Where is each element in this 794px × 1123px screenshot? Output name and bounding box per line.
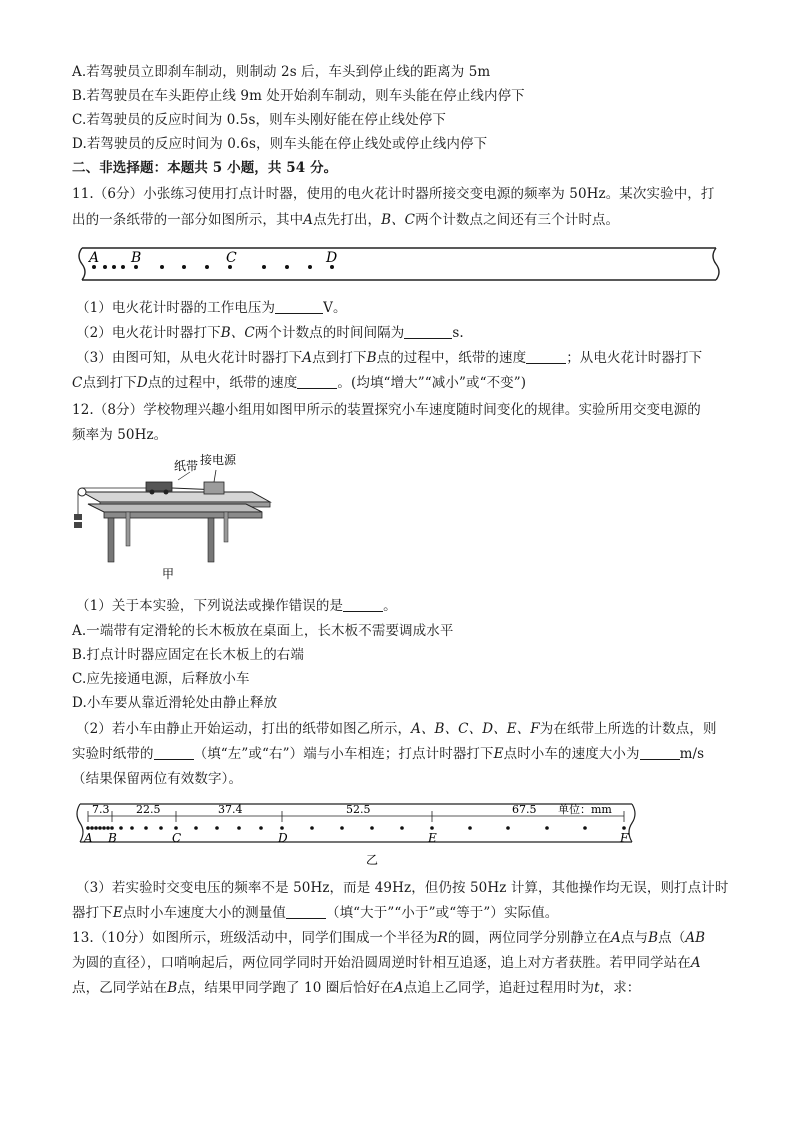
q13-text: 点追上乙同学，追赶过程用时为: [403, 980, 595, 996]
tape2-dot: [506, 826, 510, 830]
q12-text: （填“大于”“小于”或“等于”）实际值。: [325, 905, 559, 921]
tape2-dot: [545, 826, 549, 830]
q12-text: 点时小车速度大小的测量值: [122, 905, 286, 921]
q11-var: B、C: [220, 325, 255, 341]
q11-sub3-line1: [76, 348, 736, 368]
apparatus-figure: [70, 452, 280, 586]
q11-var: A: [303, 212, 314, 228]
q11-text: 点的过程中，纸带的速度: [376, 350, 527, 366]
tape-right-edge: [713, 248, 719, 280]
q13-var: AB: [685, 930, 706, 946]
answer-blank[interactable]: [343, 597, 383, 612]
q13-stem-line2: [72, 953, 732, 973]
table-top: [88, 504, 262, 512]
cart: [146, 482, 172, 491]
tape2-dot: [310, 826, 314, 830]
timer-wire: [214, 470, 216, 482]
q11-text: 两个计数点之间还有三个计时点。: [415, 212, 620, 228]
q11-sub2: [76, 323, 736, 343]
measure-de: 52.5: [346, 803, 371, 816]
q11-text: 。(均填“增大”“减小”或“不变”): [337, 375, 527, 391]
q12-option-b: B.打点计时器应固定在长木板上的右端: [72, 647, 305, 663]
tape2-dot: [237, 826, 241, 830]
answer-blank[interactable]: [286, 904, 326, 919]
q11-text: 点到打下: [312, 350, 367, 366]
tape-figure-2: [72, 798, 644, 868]
tape2-dots: [86, 826, 626, 830]
tape-dot: [262, 265, 266, 269]
tape-figure-1: [74, 242, 724, 286]
q13-var: A: [393, 980, 404, 996]
section-heading: 二、非选择题：本题共 5 小题，共 54 分。: [72, 160, 338, 176]
q12-sub2-line2: [72, 744, 732, 764]
q11-text: （1）电火花计时器的工作电压为: [76, 300, 276, 316]
tape2-dot: [340, 826, 344, 830]
tape-label-d: D: [326, 250, 338, 266]
q11-sub1: [76, 298, 736, 318]
tape-left-edge: [79, 248, 85, 280]
tape2-right-edge: [629, 804, 635, 842]
tape2-dot: [430, 826, 434, 830]
measure-bc: 22.5: [136, 803, 161, 816]
q12-sub2-line1: [76, 719, 736, 739]
q13-text: 点与: [620, 930, 649, 946]
table-leg: [224, 512, 228, 542]
q10-option-b: B.若驾驶员在车头距停止线 9m 处开始刹车制动，则车头能在停止线内停下: [72, 88, 525, 104]
q13-var: A: [690, 955, 701, 971]
q13-text: 点，结果甲同学跑了 10 圈后恰好在: [177, 980, 394, 996]
fig-caption: 甲: [162, 567, 175, 581]
q13-var: B: [167, 980, 178, 996]
answer-blank[interactable]: [275, 299, 323, 314]
tape2-label-a: A: [84, 831, 93, 845]
q12-sub3-line1: （3）若实验时交变电压的频率不是 50Hz，而是 49Hz，但仍按 50Hz 计算，其他操作均无误，则打点计时: [76, 880, 729, 896]
q13-text: 点（: [658, 930, 686, 946]
cart-wheel: [150, 490, 155, 495]
q12-text: 实验时纸带的: [72, 746, 154, 762]
q10-option-d: D.若驾驶员的反应时间为 0.6s，则车头能在停止线处或停止线内停下: [72, 136, 488, 152]
q11-text: 点先打出，: [313, 212, 382, 228]
tape2-dot: [98, 826, 102, 830]
hanging-weight: [74, 514, 82, 520]
q12-var: E: [493, 746, 504, 762]
answer-blank[interactable]: [640, 745, 680, 760]
tape2-dot: [583, 826, 587, 830]
q12-var: E: [112, 905, 123, 921]
q13-text: ，求：: [599, 980, 641, 996]
q11-text: （3）由图可知，从电火花计时器打下: [76, 350, 303, 366]
answer-blank[interactable]: [526, 349, 566, 364]
q12-stem-line2: 频率为 50Hz。: [72, 427, 168, 443]
tape-dot: [121, 265, 125, 269]
tape2-dot: [370, 826, 374, 830]
tape-dot: [205, 265, 209, 269]
timer: [204, 482, 224, 494]
tape2-dot: [215, 826, 219, 830]
tape2-dot: [194, 826, 198, 830]
q11-sub3-line2: [72, 373, 732, 393]
tape2-dot: [400, 826, 404, 830]
q13-text: 的圆，两位同学分别静立在: [447, 930, 612, 946]
q13-stem-line1: [72, 928, 732, 948]
tape-dot: [182, 265, 186, 269]
q12-text: （填“左”或“右”）端与小车相连；打点计时器打下: [193, 746, 494, 762]
table-leg: [208, 518, 214, 562]
table-leg: [126, 512, 130, 546]
q13-text: 点，乙同学站在: [72, 980, 168, 996]
fig-label-tape: 纸带: [174, 459, 199, 473]
q11-var: C: [72, 375, 83, 391]
tape2-dot: [159, 826, 163, 830]
q12-option-d: D.小车要从靠近滑轮处由静止释放: [72, 695, 278, 711]
tape-label-b: B: [131, 250, 142, 266]
tape-dot: [308, 265, 312, 269]
q13-var: t: [594, 980, 600, 996]
q13-var: R: [437, 930, 448, 946]
table-leg: [108, 518, 114, 562]
q13-var: A: [611, 930, 621, 946]
q11-var: B: [366, 350, 377, 366]
q10-option-c: C.若驾驶员的反应时间为 0.5s，则车头刚好能在停止线处停下: [72, 112, 446, 128]
q12-stem-line1: 12.（8分）学校物理兴趣小组用如图甲所示的装置探究小车速度随时间变化的规律。实验所用交变电源的: [72, 402, 701, 418]
tape2-left-edge: [77, 804, 83, 842]
q11-text: 点的过程中，纸带的速度: [147, 375, 298, 391]
label-pointer: [178, 472, 190, 480]
tape-dot: [160, 265, 164, 269]
tape-dots: [92, 265, 334, 269]
q12-text: 为在纸带上所选的计数点，则: [539, 721, 717, 737]
q12-var: A、B、C、D、E、F: [411, 721, 540, 737]
q12-text: （1）关于本实验，下列说法或操作错误的是: [76, 598, 344, 614]
q13-text: 13.（10分）如图所示，班级活动中，同学们围成一个半径为: [72, 930, 438, 946]
long-board: [82, 492, 270, 502]
q13-var: B: [648, 930, 659, 946]
q13-stem-line3: [72, 978, 732, 998]
q11-stem-line2: [72, 210, 732, 230]
measure-ab: 7.3: [92, 803, 110, 816]
q12-sub1: [76, 596, 736, 616]
tape-label-a: A: [89, 250, 100, 266]
tape2-label-e: E: [428, 831, 437, 845]
tape2-dot: [174, 826, 178, 830]
tape2-unit: 单位：mm: [558, 803, 612, 816]
fig-label-power: 接电源: [200, 453, 237, 467]
q11-text: 出的一条纸带的一部分如图所示，其中: [72, 212, 304, 228]
q13-text: 为圆的直径），口哨响起后，两位同学同时开始沿圆周逆时针相互追逐，追上对方者获胜。若甲同学站在: [72, 955, 691, 971]
tape2-dot: [130, 826, 134, 830]
tape2-dot: [280, 826, 284, 830]
tape2-dot: [90, 826, 94, 830]
q11-text: s.: [452, 325, 464, 341]
tape2-dot: [106, 826, 110, 830]
q12-text: 。: [383, 598, 397, 614]
tape2-dot: [102, 826, 106, 830]
answer-blank[interactable]: [404, 324, 452, 339]
answer-blank[interactable]: [297, 374, 337, 389]
q12-text: 器打下: [72, 905, 113, 921]
tape2-label-b: B: [108, 831, 117, 845]
tape2-dot: [119, 826, 123, 830]
tape2-label-f: F: [620, 831, 629, 845]
q12-text: 点时小车的速度大小为: [503, 746, 640, 762]
tape-dot: [103, 265, 107, 269]
tape2-dot: [622, 826, 626, 830]
tape-dot: [112, 265, 116, 269]
q11-var: D: [136, 375, 148, 391]
q12-option-c: C.应先接通电源，后释放小车: [72, 671, 250, 687]
q12-option-a: A.一端带有定滑轮的长木板放在桌面上，长木板不需要调成水平: [72, 623, 454, 639]
measure-ef: 67.5: [512, 803, 537, 816]
measure-cd: 37.4: [218, 803, 243, 816]
tape2-dot: [144, 826, 148, 830]
q11-text: 两个计数点的时间间隔为: [254, 325, 405, 341]
q11-var: A: [302, 350, 313, 366]
cart-wheel: [164, 490, 169, 495]
tape-label-c: C: [226, 250, 237, 266]
q12-sub2-line3: （结果保留两位有效数字）。: [72, 771, 243, 787]
q11-text: 点到打下: [82, 375, 137, 391]
tape2-label-d: D: [278, 831, 288, 845]
q11-text: ；从电火花计时器打下: [566, 350, 703, 366]
q12-text: （2）若小车由静止开始运动，打出的纸带如图乙所示，: [76, 721, 412, 737]
tape2-caption: 乙: [366, 853, 379, 867]
pulley: [78, 488, 86, 496]
q10-option-a: A.若驾驶员立即刹车制动，则制动 2s 后，车头到停止线的距离为 5m: [72, 64, 491, 80]
q12-sub3-line2: [72, 903, 732, 923]
tape2-dot: [94, 826, 98, 830]
q11-var: B、C: [381, 212, 416, 228]
tape2-label-c: C: [172, 831, 182, 845]
q11-text: （2）电火花计时器打下: [76, 325, 221, 341]
tape2-dot: [468, 826, 472, 830]
q11-stem-line1: 11.（6分）小张练习使用打点计时器，使用的电火花计时器所接交变电源的频率为 50Hz。某次实验中，打: [72, 186, 715, 202]
q11-text: V。: [323, 300, 347, 316]
tape2-dot: [259, 826, 263, 830]
tape2-dot: [86, 826, 90, 830]
answer-blank[interactable]: [154, 745, 194, 760]
tape-dot: [285, 265, 289, 269]
q12-text: m/s: [679, 746, 705, 762]
tape2-dot: [110, 826, 114, 830]
hanging-weight: [74, 522, 82, 528]
